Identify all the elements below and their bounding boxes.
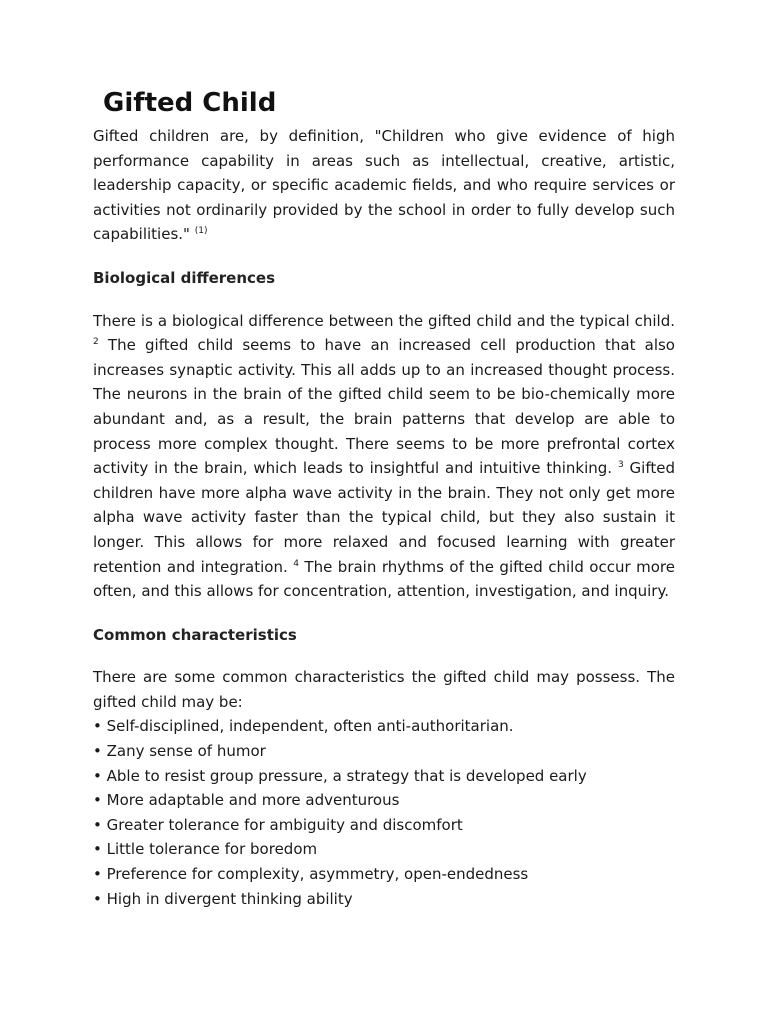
footnote-ref-1: (1) [194,226,208,237]
footnote-ref-2: 2 [93,337,99,348]
document-page [93,86,675,911]
list-item: • Little tolerance for boredom [93,837,675,862]
list-item: • More adaptable and more adventurous [93,788,675,813]
biological-text-4: The brain rhythms of the gifted child occur more often, and this allows for concentration, attention, investigation, and inquiry. [93,557,675,601]
intro-paragraph [93,124,675,247]
biological-text-3: Gifted children have more alpha wave activity in the brain. They not only get more alpha wave activity faster than the typical child, but they also sustain it longer. This allows for more relaxed and focused learning with greater retention and integration. [93,459,675,576]
list-item: • Preference for complexity, asymmetry, open-endedness [93,862,675,887]
list-item: • Greater tolerance for ambiguity and discomfort [93,813,675,838]
section-heading-biological: Biological differences [93,268,276,287]
list-item: • High in divergent thinking ability [93,887,675,912]
list-item: • Zany sense of humor [93,739,675,764]
biological-text-2: The gifted child seems to have an increased cell production that also increases synaptic activity. This all adds up to an increased thought process. The neurons in the brain of the gifted child seem to be bio-chemically more abundant and, as a result, the brain patterns that develop are able to process more complex thought. There seems to be more prefrontal cortex activity in the brain, which leads to insightful and intuitive thinking. [93,336,675,478]
section-heading-common: Common characteristics [93,625,297,644]
biological-paragraph [93,309,675,604]
common-intro-paragraph: There are some common characteristics the gifted child may possess. The gifted child may be: [93,668,675,711]
characteristics-list [93,714,675,911]
footnote-ref-4: 4 [293,558,299,569]
intro-text: Gifted children are, by definition, "Children who give evidence of high performance capability in areas such as intellectual, creative, artistic, leadership capacity, or specific academic fields, and who require services or activities not ordinarily provided by the school in order to fully develop such capabilities." [93,127,675,244]
biological-text-1: There is a biological difference between the gifted child and the typical child. [93,311,675,330]
page-title: Gifted Child [103,88,277,118]
footnote-ref-3: 3 [617,460,624,471]
list-item: • Self-disciplined, independent, often anti-authoritarian. [93,714,675,739]
list-item: • Able to resist group pressure, a strategy that is developed early [93,764,675,789]
